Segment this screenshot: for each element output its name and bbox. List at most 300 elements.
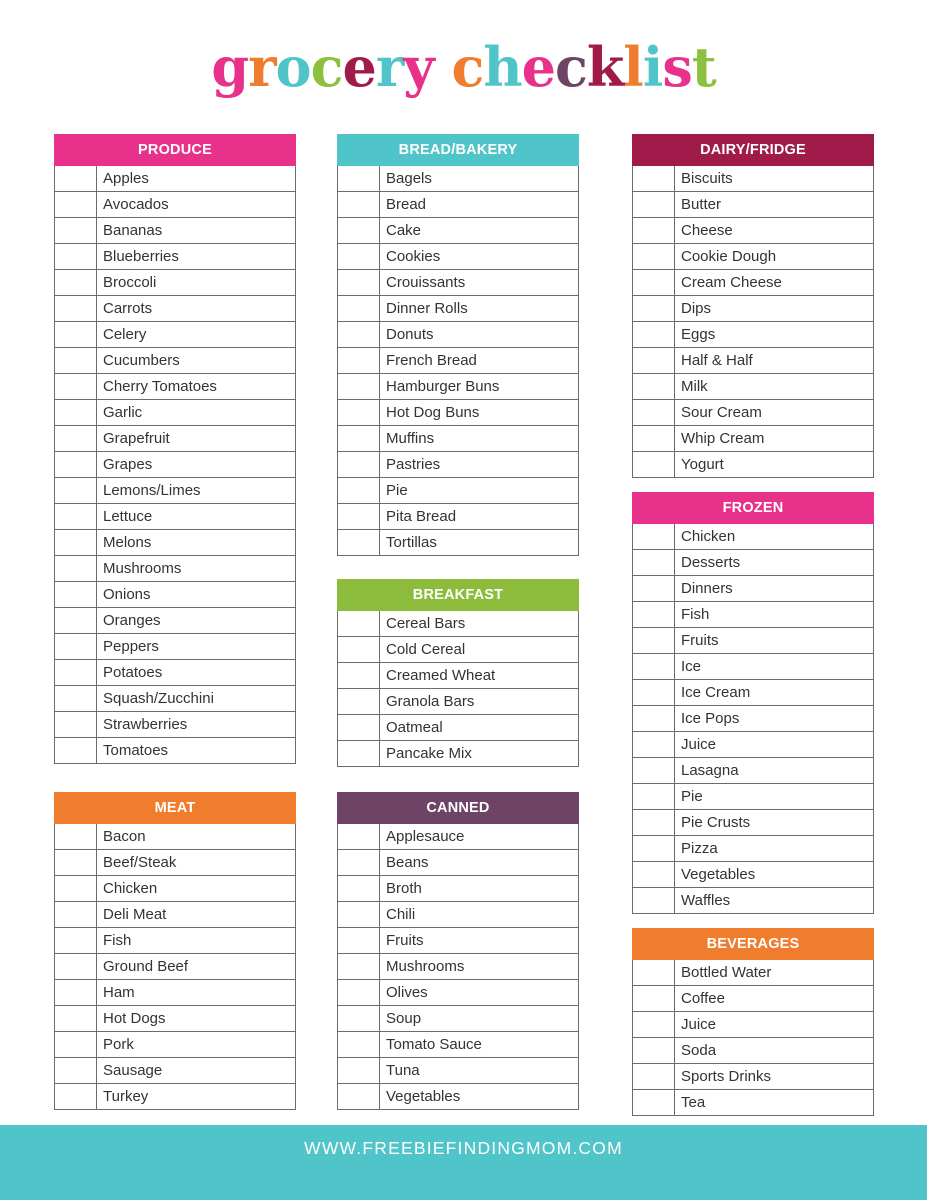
item-label: Apples xyxy=(103,170,149,187)
checkbox[interactable] xyxy=(55,1058,97,1083)
checkbox[interactable] xyxy=(633,524,675,549)
item-label: Bread xyxy=(386,196,427,213)
checkbox[interactable] xyxy=(633,986,675,1011)
checkbox[interactable] xyxy=(55,850,97,875)
checkbox[interactable] xyxy=(633,452,675,477)
checklist-row xyxy=(337,192,579,218)
checklist-row xyxy=(632,628,874,654)
item-label: Cereal Bars xyxy=(386,615,466,632)
item-label: Muffins xyxy=(386,430,435,447)
item-label: Broth xyxy=(386,880,422,897)
checkbox[interactable] xyxy=(55,1032,97,1057)
item-label: Chili xyxy=(386,906,416,923)
checklist-row xyxy=(632,166,874,192)
checklist-row xyxy=(54,400,296,426)
checkbox[interactable] xyxy=(338,1032,380,1057)
checklist-row xyxy=(632,680,874,706)
checkbox[interactable] xyxy=(338,637,380,662)
item-label: Pie xyxy=(386,482,408,499)
checklist-row xyxy=(54,1032,296,1058)
item-label: Sports Drinks xyxy=(681,1068,772,1085)
item-label: Milk xyxy=(681,378,708,395)
section-header: BREAD/BAKERY xyxy=(337,134,579,166)
checklist-row xyxy=(337,928,579,954)
checkbox[interactable] xyxy=(633,960,675,985)
checklist-row xyxy=(632,1038,874,1064)
checkbox[interactable] xyxy=(633,1064,675,1089)
section-header: MEAT xyxy=(54,792,296,824)
checkbox[interactable] xyxy=(633,166,675,191)
checkbox[interactable] xyxy=(55,876,97,901)
checklist-row xyxy=(632,1012,874,1038)
item-label: Cream Cheese xyxy=(681,274,782,291)
item-label: Juice xyxy=(681,1016,717,1033)
checkbox[interactable] xyxy=(338,530,380,555)
item-label: Beef/Steak xyxy=(103,854,177,871)
item-label: Blueberries xyxy=(103,248,179,265)
checkbox[interactable] xyxy=(55,322,97,347)
checklist-row xyxy=(632,758,874,784)
item-label: Mushrooms xyxy=(386,958,465,975)
item-label: Soda xyxy=(681,1042,717,1059)
item-label: Soup xyxy=(386,1010,422,1027)
checkbox[interactable] xyxy=(55,296,97,321)
item-label: Celery xyxy=(103,326,147,343)
checkbox[interactable] xyxy=(633,1012,675,1037)
item-label: Avocados xyxy=(103,196,169,213)
checkbox[interactable] xyxy=(55,452,97,477)
checkbox[interactable] xyxy=(633,810,675,835)
checkbox[interactable] xyxy=(55,954,97,979)
checkbox[interactable] xyxy=(633,576,675,601)
checkbox[interactable] xyxy=(633,1038,675,1063)
item-label: Dips xyxy=(681,300,712,317)
item-label: Tomato Sauce xyxy=(386,1036,482,1053)
checklist-row xyxy=(54,850,296,876)
checkbox[interactable] xyxy=(633,836,675,861)
title-letter xyxy=(434,40,452,94)
section-header: PRODUCE xyxy=(54,134,296,166)
item-label: Biscuits xyxy=(681,170,733,187)
checklist-row xyxy=(632,524,874,550)
checklist-row xyxy=(337,1084,579,1110)
checklist-row xyxy=(337,504,579,530)
checkbox[interactable] xyxy=(338,426,380,451)
checklist-row xyxy=(632,270,874,296)
title-letter: o xyxy=(275,35,311,99)
checklist-row xyxy=(54,452,296,478)
checkbox[interactable] xyxy=(633,706,675,731)
item-label: Beans xyxy=(386,854,429,871)
checkbox[interactable] xyxy=(55,504,97,529)
item-label: Fruits xyxy=(681,632,719,649)
checkbox[interactable] xyxy=(55,824,97,849)
title-letter: e xyxy=(342,35,376,99)
title-letter: g xyxy=(211,35,249,99)
item-label: Lemons/Limes xyxy=(103,482,201,499)
checklist-row xyxy=(632,426,874,452)
checklist-row xyxy=(632,960,874,986)
checklist-row xyxy=(54,824,296,850)
item-label: Pita Bread xyxy=(386,508,457,525)
section-meat xyxy=(54,792,296,1110)
checkbox[interactable] xyxy=(55,400,97,425)
title-letter: r xyxy=(375,35,404,99)
checklist-row xyxy=(337,637,579,663)
checkbox[interactable] xyxy=(633,680,675,705)
item-label: French Bread xyxy=(386,352,477,369)
item-label: Butter xyxy=(681,196,722,213)
checklist-row xyxy=(54,192,296,218)
checklist-row xyxy=(632,602,874,628)
checkbox[interactable] xyxy=(55,686,97,711)
checklist-row xyxy=(54,954,296,980)
checkbox[interactable] xyxy=(633,218,675,243)
checklist-row xyxy=(337,452,579,478)
checklist-row xyxy=(54,530,296,556)
checklist-row xyxy=(337,296,579,322)
checklist-row xyxy=(54,478,296,504)
item-label: Pie Crusts xyxy=(681,814,751,831)
checklist-row xyxy=(337,850,579,876)
checklist-row xyxy=(54,608,296,634)
checklist-row xyxy=(632,1090,874,1116)
checkbox[interactable] xyxy=(338,1084,380,1109)
checklist-row xyxy=(337,270,579,296)
checkbox[interactable] xyxy=(338,1058,380,1083)
checkbox[interactable] xyxy=(338,824,380,849)
checklist-row xyxy=(54,322,296,348)
checklist-row xyxy=(632,452,874,478)
item-label: Cucumbers xyxy=(103,352,180,369)
item-label: Oranges xyxy=(103,612,161,629)
item-label: Waffles xyxy=(681,892,731,909)
item-label: Half & Half xyxy=(681,352,753,369)
checkbox[interactable] xyxy=(55,660,97,685)
checkbox[interactable] xyxy=(338,928,380,953)
checkbox[interactable] xyxy=(633,784,675,809)
checklist-row xyxy=(632,862,874,888)
checkbox[interactable] xyxy=(633,244,675,269)
item-label: Vegetables xyxy=(681,866,756,883)
checkbox[interactable] xyxy=(55,1006,97,1031)
item-label: Potatoes xyxy=(103,664,163,681)
checkbox[interactable] xyxy=(338,452,380,477)
item-label: Pie xyxy=(681,788,703,805)
item-label: Hot Dog Buns xyxy=(386,404,480,421)
item-label: Coffee xyxy=(681,990,725,1007)
checklist-row xyxy=(54,582,296,608)
checklist-row xyxy=(337,715,579,741)
checkbox[interactable] xyxy=(338,663,380,688)
checkbox[interactable] xyxy=(338,876,380,901)
checklist-row xyxy=(337,426,579,452)
checkbox[interactable] xyxy=(338,166,380,191)
item-label: Strawberries xyxy=(103,716,188,733)
checkbox[interactable] xyxy=(338,1006,380,1031)
item-label: Sausage xyxy=(103,1062,163,1079)
checkbox[interactable] xyxy=(633,628,675,653)
item-label: Chicken xyxy=(103,880,158,897)
checklist-row xyxy=(54,218,296,244)
item-label: Bagels xyxy=(386,170,432,187)
checkbox[interactable] xyxy=(338,902,380,927)
checkbox[interactable] xyxy=(633,550,675,575)
checkbox[interactable] xyxy=(338,850,380,875)
checklist-row xyxy=(54,660,296,686)
item-label: Desserts xyxy=(681,554,741,571)
checkbox[interactable] xyxy=(338,192,380,217)
item-label: Dinner Rolls xyxy=(386,300,468,317)
item-label: Hamburger Buns xyxy=(386,378,500,395)
checklist-row xyxy=(54,374,296,400)
item-label: Eggs xyxy=(681,326,716,343)
item-label: Pork xyxy=(103,1036,134,1053)
checklist-row xyxy=(632,888,874,914)
item-label: Sour Cream xyxy=(681,404,762,421)
item-label: Melons xyxy=(103,534,152,551)
title-letter: c xyxy=(451,35,484,99)
checkbox[interactable] xyxy=(633,862,675,887)
checklist-row xyxy=(632,576,874,602)
item-label: Vegetables xyxy=(386,1088,461,1105)
checkbox[interactable] xyxy=(338,296,380,321)
title-letter: s xyxy=(662,35,692,99)
checkbox[interactable] xyxy=(55,218,97,243)
checkbox[interactable] xyxy=(55,270,97,295)
title-letter: e xyxy=(521,35,555,99)
checkbox[interactable] xyxy=(55,980,97,1005)
checkbox[interactable] xyxy=(633,426,675,451)
item-label: Tuna xyxy=(386,1062,420,1079)
checklist-row xyxy=(337,244,579,270)
item-label: Ham xyxy=(103,984,135,1001)
checkbox[interactable] xyxy=(338,322,380,347)
checkbox[interactable] xyxy=(55,582,97,607)
checklist-row xyxy=(54,270,296,296)
checklist-row xyxy=(337,980,579,1006)
title-letter: c xyxy=(554,35,587,99)
checkbox[interactable] xyxy=(55,374,97,399)
checklist-row xyxy=(54,902,296,928)
checkbox[interactable] xyxy=(338,218,380,243)
checklist-row xyxy=(632,400,874,426)
checkbox[interactable] xyxy=(338,244,380,269)
title-letter: l xyxy=(623,35,643,99)
item-label: Ice Cream xyxy=(681,684,751,701)
checkbox[interactable] xyxy=(633,192,675,217)
item-label: Bacon xyxy=(103,828,146,845)
item-label: Lasagna xyxy=(681,762,739,779)
item-label: Dinners xyxy=(681,580,733,597)
item-label: Cookie Dough xyxy=(681,248,777,265)
checkbox[interactable] xyxy=(55,244,97,269)
item-label: Hot Dogs xyxy=(103,1010,166,1027)
checkbox[interactable] xyxy=(633,888,675,913)
item-label: Yogurt xyxy=(681,456,724,473)
checkbox[interactable] xyxy=(338,270,380,295)
checkbox[interactable] xyxy=(338,504,380,529)
checklist-row xyxy=(632,296,874,322)
checklist-row xyxy=(337,689,579,715)
title-letter: c xyxy=(310,35,343,99)
checkbox[interactable] xyxy=(633,400,675,425)
title-letter: y xyxy=(403,35,434,99)
section-frozen xyxy=(632,492,874,914)
checklist-row xyxy=(632,836,874,862)
checklist-row xyxy=(632,654,874,680)
checklist-row xyxy=(337,400,579,426)
item-label: Garlic xyxy=(103,404,143,421)
item-label: Fish xyxy=(681,606,710,623)
checklist-row xyxy=(632,244,874,270)
checklist-row xyxy=(632,986,874,1012)
item-label: Whip Cream xyxy=(681,430,765,447)
checkbox[interactable] xyxy=(55,166,97,191)
checkbox[interactable] xyxy=(55,902,97,927)
section-header: BEVERAGES xyxy=(632,928,874,960)
checklist-row xyxy=(54,1084,296,1110)
checklist-row xyxy=(54,1058,296,1084)
checklist-row xyxy=(632,706,874,732)
item-label: Cold Cereal xyxy=(386,641,466,658)
checkbox[interactable] xyxy=(55,608,97,633)
checkbox[interactable] xyxy=(633,270,675,295)
checklist-row xyxy=(632,322,874,348)
item-label: Pancake Mix xyxy=(386,745,472,762)
item-label: Bottled Water xyxy=(681,964,772,981)
checklist-row xyxy=(54,556,296,582)
checkbox[interactable] xyxy=(55,478,97,503)
item-label: Broccoli xyxy=(103,274,157,291)
checklist-row xyxy=(337,348,579,374)
section-header: FROZEN xyxy=(632,492,874,524)
item-label: Grapefruit xyxy=(103,430,170,447)
checklist-row xyxy=(337,166,579,192)
item-label: Peppers xyxy=(103,638,159,655)
item-label: Onions xyxy=(103,586,151,603)
footer-url[interactable]: WWW.FREEBIEFINDINGMOM.COM xyxy=(304,1138,623,1158)
item-label: Lettuce xyxy=(103,508,153,525)
checklist-row xyxy=(632,810,874,836)
checklist-row xyxy=(54,634,296,660)
checkbox[interactable] xyxy=(55,928,97,953)
checklist-row xyxy=(54,166,296,192)
item-label: Applesauce xyxy=(386,828,465,845)
checklist-row xyxy=(632,374,874,400)
checklist-row xyxy=(337,1032,579,1058)
checkbox[interactable] xyxy=(55,1084,97,1109)
checkbox[interactable] xyxy=(55,712,97,737)
checkbox[interactable] xyxy=(55,426,97,451)
item-label: Oatmeal xyxy=(386,719,443,736)
checkbox[interactable] xyxy=(633,322,675,347)
checkbox[interactable] xyxy=(55,634,97,659)
checklist-row xyxy=(54,348,296,374)
checklist-row xyxy=(632,348,874,374)
item-label: Ice Pops xyxy=(681,710,740,727)
checklist-row xyxy=(54,686,296,712)
section-breakfast xyxy=(337,579,579,767)
checklist-row xyxy=(54,1006,296,1032)
section-produce xyxy=(54,134,296,764)
item-label: Tomatoes xyxy=(103,742,169,759)
checkbox[interactable] xyxy=(55,738,97,763)
checkbox[interactable] xyxy=(338,980,380,1005)
checkbox[interactable] xyxy=(633,1090,675,1115)
footer-banner xyxy=(0,1125,927,1200)
title-letter: k xyxy=(586,35,624,99)
checkbox[interactable] xyxy=(338,478,380,503)
item-label: Donuts xyxy=(386,326,434,343)
section-header: DAIRY/FRIDGE xyxy=(632,134,874,166)
checkbox[interactable] xyxy=(633,654,675,679)
item-label: Deli Meat xyxy=(103,906,167,923)
checkbox[interactable] xyxy=(338,689,380,714)
item-label: Fish xyxy=(103,932,132,949)
item-label: Cherry Tomatoes xyxy=(103,378,217,395)
checklist-row xyxy=(632,732,874,758)
checklist-row xyxy=(337,218,579,244)
checkbox[interactable] xyxy=(338,715,380,740)
section-beverages xyxy=(632,928,874,1116)
checkbox[interactable] xyxy=(55,556,97,581)
checkbox[interactable] xyxy=(55,348,97,373)
checklist-row xyxy=(337,611,579,637)
checkbox[interactable] xyxy=(338,741,380,766)
checklist-row xyxy=(54,244,296,270)
checklist-row xyxy=(337,530,579,556)
checklist-row xyxy=(632,784,874,810)
checklist-row xyxy=(337,902,579,928)
item-label: Crouissants xyxy=(386,274,466,291)
checkbox[interactable] xyxy=(338,400,380,425)
checklist-row xyxy=(337,322,579,348)
section-header: CANNED xyxy=(337,792,579,824)
item-label: Cheese xyxy=(681,222,733,239)
title-letter: h xyxy=(483,35,522,99)
title-letter: t xyxy=(691,35,716,99)
checkbox[interactable] xyxy=(338,374,380,399)
checkbox[interactable] xyxy=(633,732,675,757)
item-label: Pizza xyxy=(681,840,718,857)
checklist-row xyxy=(337,1058,579,1084)
section-dairy-fridge xyxy=(632,134,874,478)
checkbox[interactable] xyxy=(338,954,380,979)
item-label: Turkey xyxy=(103,1088,149,1105)
checkbox[interactable] xyxy=(633,602,675,627)
checklist-row xyxy=(54,980,296,1006)
checkbox[interactable] xyxy=(633,348,675,373)
item-label: Tortillas xyxy=(386,534,437,551)
item-label: Tea xyxy=(681,1094,706,1111)
checkbox[interactable] xyxy=(633,296,675,321)
checkbox[interactable] xyxy=(338,348,380,373)
item-label: Mushrooms xyxy=(103,560,182,577)
item-label: Ground Beef xyxy=(103,958,189,975)
checklist-row xyxy=(632,1064,874,1090)
item-label: Ice xyxy=(681,658,702,675)
checkbox[interactable] xyxy=(55,530,97,555)
checklist-row xyxy=(337,876,579,902)
checkbox[interactable] xyxy=(338,611,380,636)
checklist-row xyxy=(337,824,579,850)
checkbox[interactable] xyxy=(633,374,675,399)
item-label: Fruits xyxy=(386,932,424,949)
checklist-row xyxy=(632,192,874,218)
checkbox[interactable] xyxy=(633,758,675,783)
checkbox[interactable] xyxy=(55,192,97,217)
